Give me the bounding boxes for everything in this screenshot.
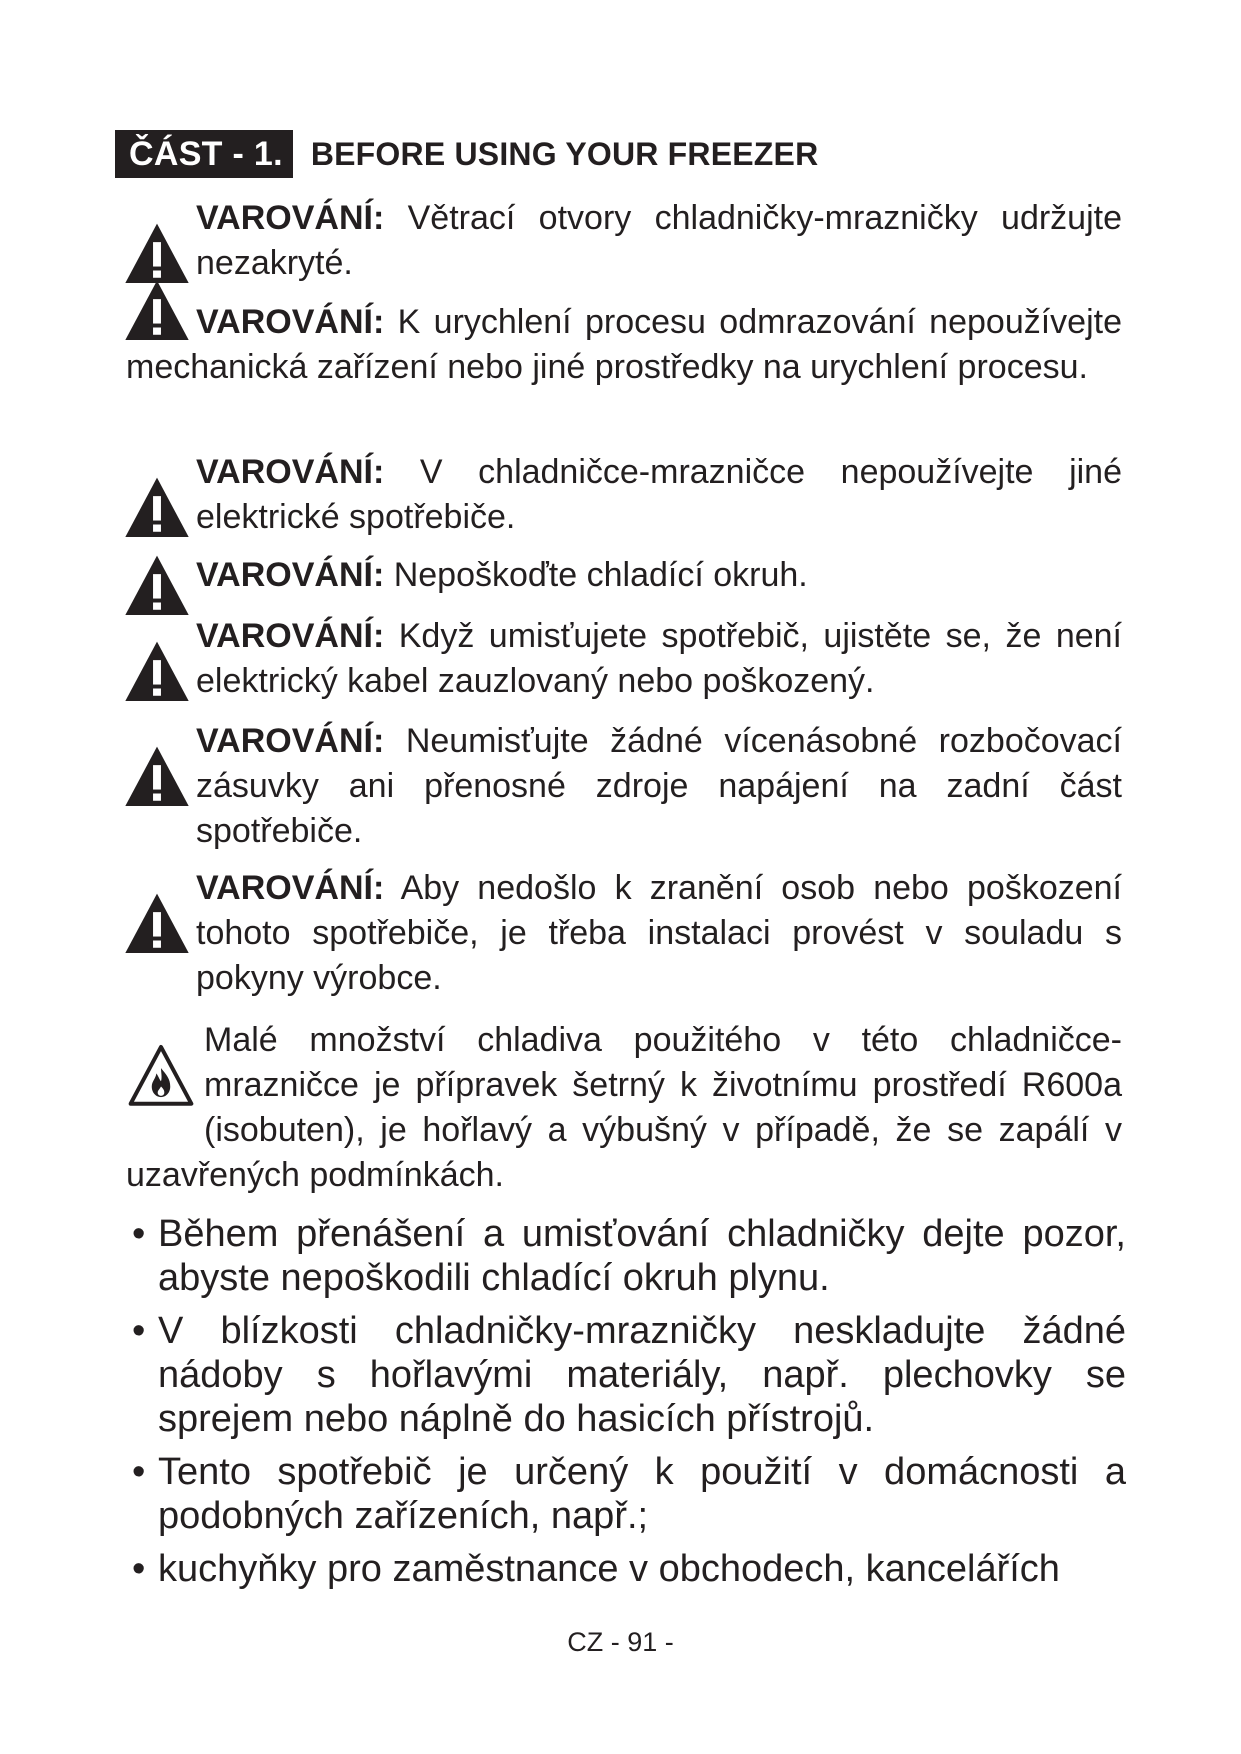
warning-label: VAROVÁNÍ:	[196, 453, 385, 491]
list-item-text: Tento spotřebič je určený k použití v domácnosti a podobných zařízeních, např.;	[158, 1451, 1126, 1537]
warning-icon	[124, 553, 190, 619]
list-item	[132, 1547, 1126, 1591]
warning-text: Nepoškoďte chladící okruh.	[393, 556, 808, 594]
warning-text: Větrací otvory chladničky-mrazničky udržujte nezakryté.	[196, 199, 1122, 282]
flammable-note-text: Malé množství chladiva použitého v této chladničce-mrazničce je přípravek šetrný k životnímu prostředí R600a (isobuten), je hořlavý a výbušný v případě, že se zapálí v uzavřených podmínkách.	[126, 1021, 1122, 1194]
list-item-text: Během přenášení a umisťování chladničky dejte pozor, abyste nepoškodili chladící okruh plynu.	[158, 1213, 1126, 1299]
safety-bullet-list	[132, 1212, 1126, 1600]
list-item-text: V blízkosti chladničky-mrazničky neskladujte žádné nádoby s hořlavými materiály, např. plechovky se sprejem nebo náplně do hasicích přístrojů.	[158, 1310, 1126, 1440]
list-item	[132, 1450, 1126, 1538]
list-item-text: kuchyňky pro zaměstnance v obchodech, kancelářích	[158, 1548, 1060, 1590]
bullet-marker: •	[132, 1310, 146, 1352]
warning-label: VAROVÁNÍ:	[196, 556, 385, 594]
flammable-note	[126, 1018, 1122, 1198]
warning-icon	[124, 639, 190, 705]
warning-3	[126, 450, 1122, 541]
section-title: BEFORE USING YOUR FREEZER	[310, 135, 819, 172]
section-header	[115, 130, 818, 178]
section-tag: ČÁST - 1.	[115, 130, 293, 178]
warning-icon	[124, 744, 190, 810]
warning-label: VAROVÁNÍ:	[196, 199, 385, 237]
warning-text: Neumisťujte žádné vícenásobné rozbočovací zásuvky ani přenosné zdroje napájení na zadní část spotřebiče.	[196, 722, 1122, 850]
warning-4	[126, 553, 1122, 619]
warning-icon	[124, 891, 190, 957]
warning-text: Když umisťujete spotřebič, ujistěte se, že není elektrický kabel zauzlovaný nebo poškozený.	[196, 617, 1122, 700]
warning-5	[126, 614, 1122, 705]
bullet-marker: •	[132, 1548, 146, 1590]
list-item	[132, 1212, 1126, 1300]
warning-label: VAROVÁNÍ:	[196, 303, 385, 341]
warning-label: VAROVÁNÍ:	[196, 722, 385, 760]
warning-6	[126, 719, 1122, 854]
warning-icon	[124, 278, 190, 344]
page-number: CZ - 91 -	[567, 1627, 674, 1657]
bullet-marker: •	[132, 1451, 146, 1493]
flammable-warning-icon	[124, 1043, 198, 1109]
warning-label: VAROVÁNÍ:	[196, 869, 385, 907]
warning-label: VAROVÁNÍ:	[196, 617, 385, 655]
warning-icon	[124, 475, 190, 541]
warning-7	[126, 866, 1122, 1001]
warning-text: V chladničce-mrazničce nepoužívejte jiné elektrické spotřebiče.	[196, 453, 1122, 536]
warning-text: K urychlení procesu odmrazování nepoužívejte mechanická zařízení nebo jiné prostředky na urychlení procesu.	[126, 303, 1122, 386]
warning-1	[126, 196, 1122, 287]
warning-2	[126, 300, 1122, 390]
list-item	[132, 1309, 1126, 1441]
bullet-marker: •	[132, 1213, 146, 1255]
warning-text: Aby nedošlo k zranění osob nebo poškození tohoto spotřebiče, je třeba instalaci provést v souladu s pokyny výrobce.	[196, 869, 1122, 997]
